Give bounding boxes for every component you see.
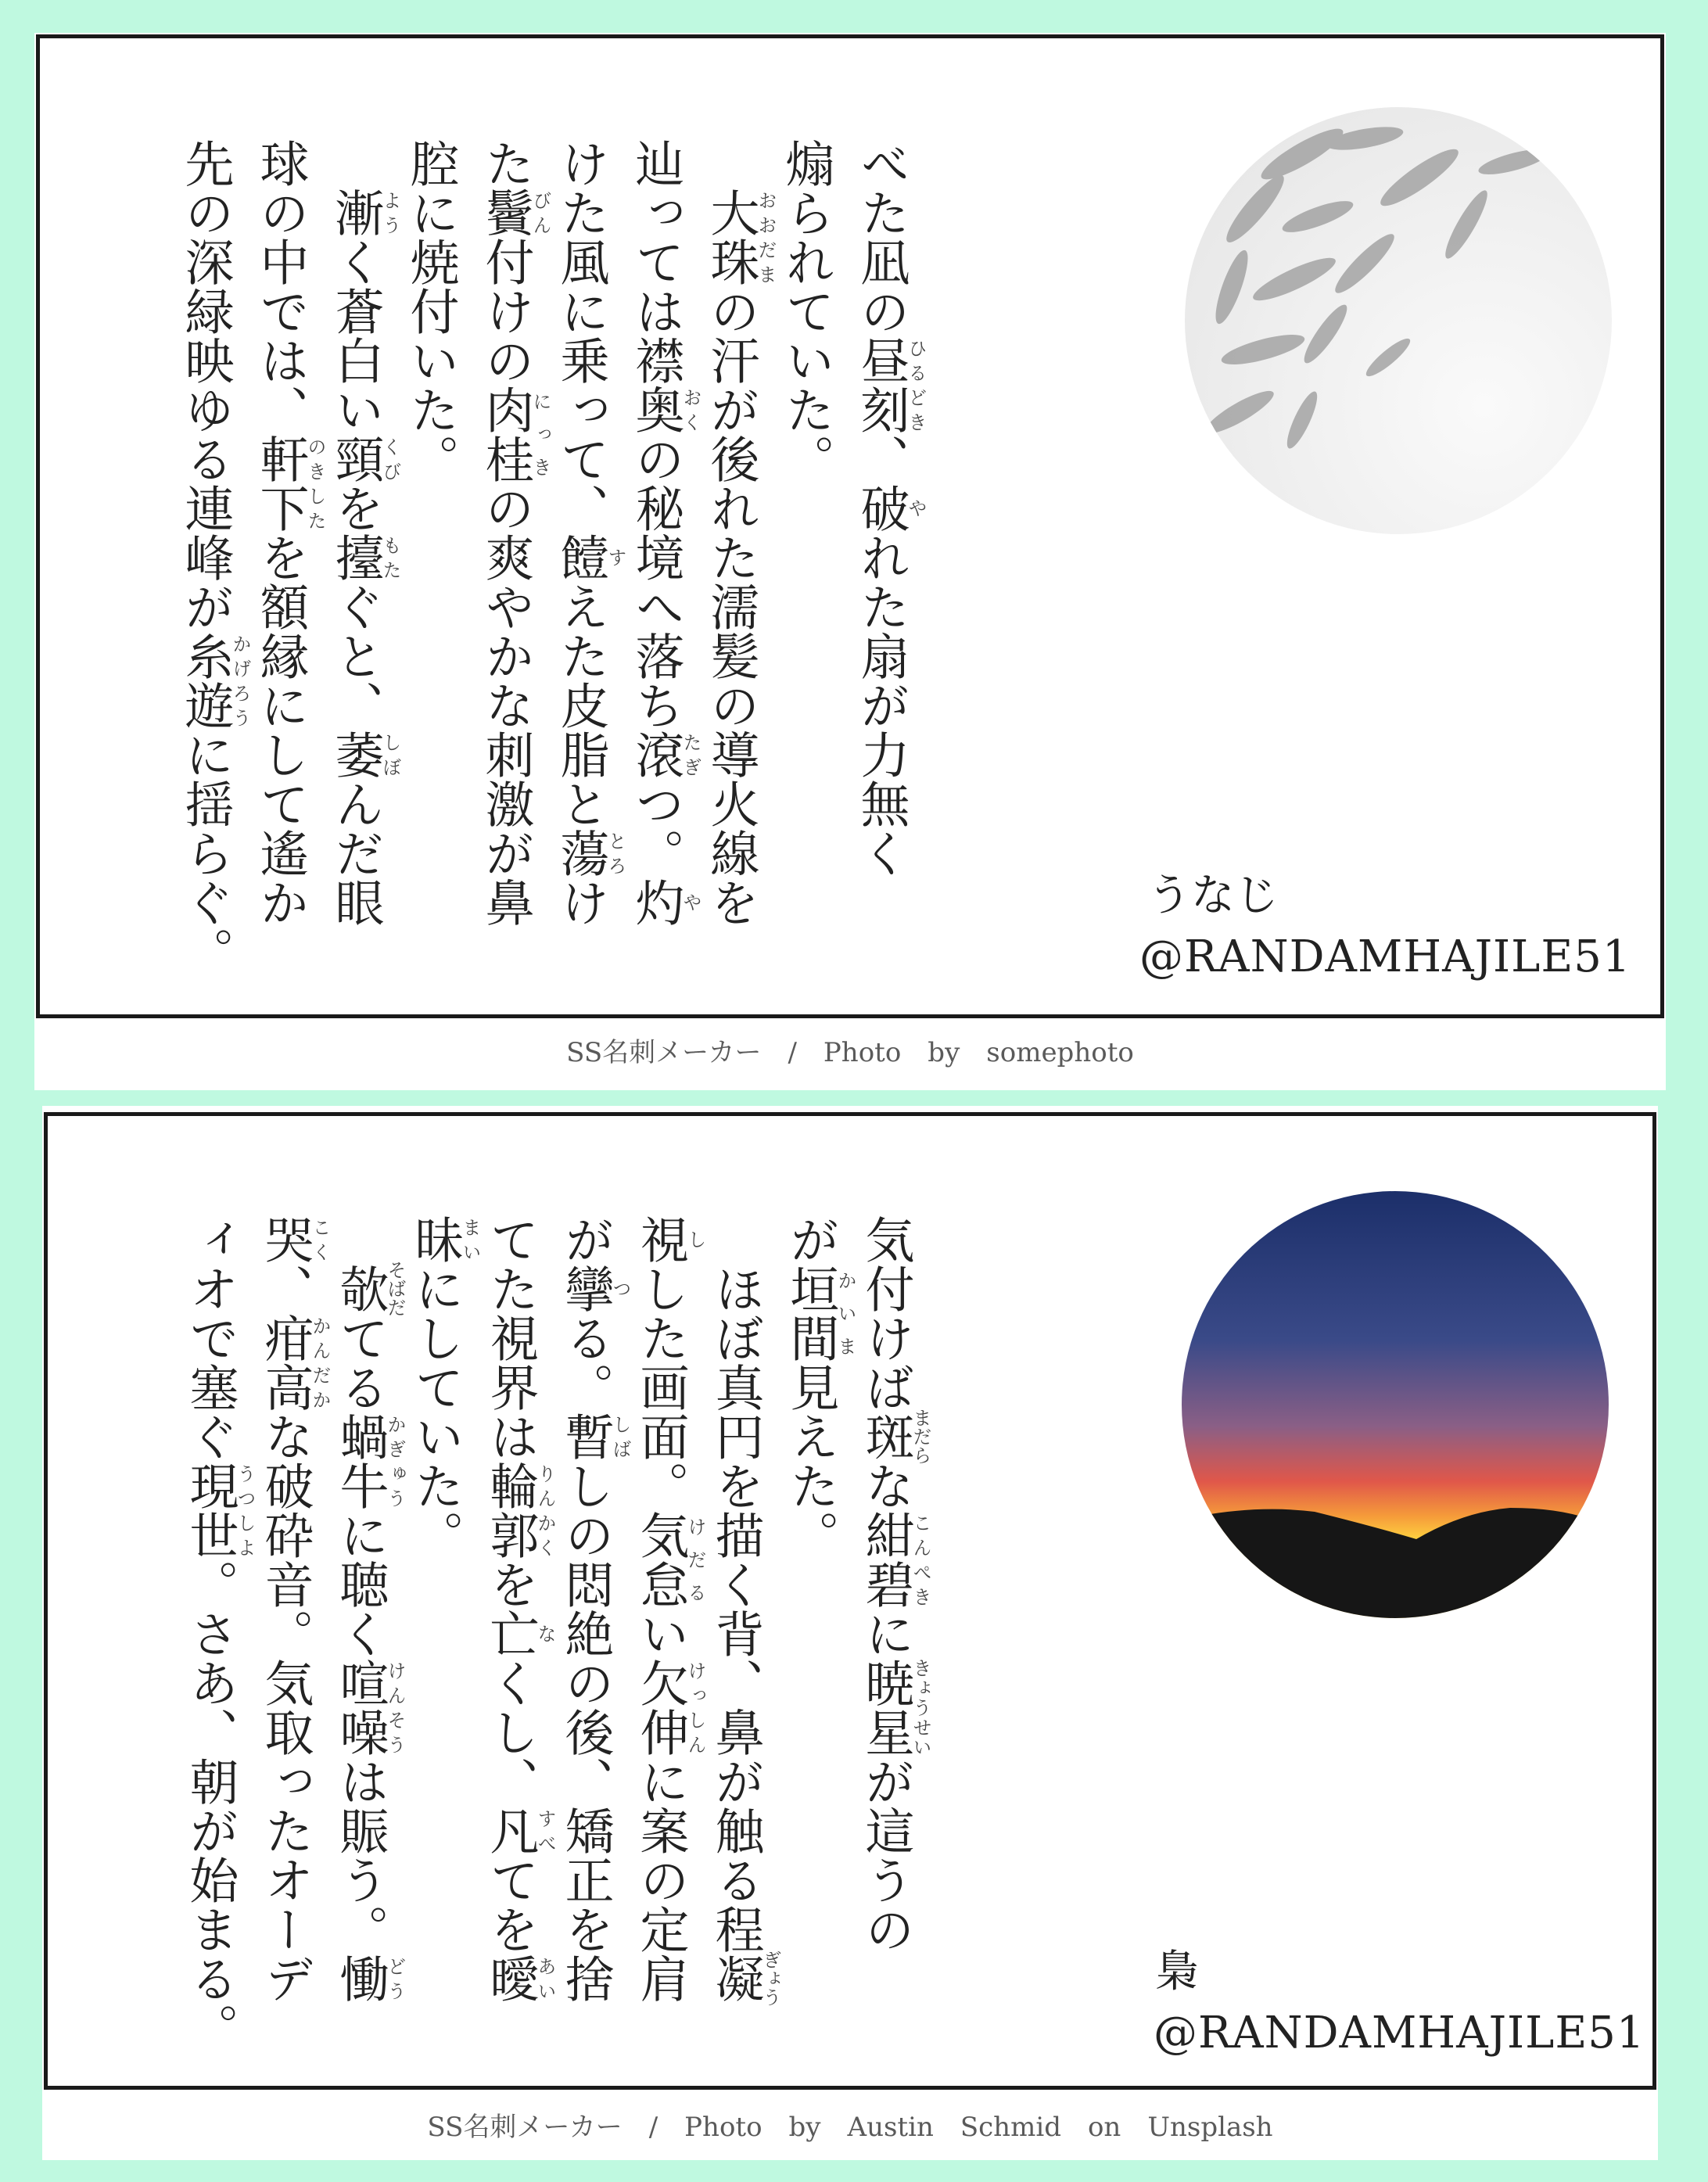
body-text-segment: 見えた。 ほぼ真円を描く背、鼻が触る程 — [707, 1264, 840, 1954]
body-text-segment: くし、 — [482, 1658, 540, 1806]
body-text-segment: けた風に乗って、 — [552, 138, 610, 533]
body-text-segment: えた皮脂と — [552, 582, 610, 828]
furigana-reading: あい — [534, 1954, 556, 2003]
furigana-reading: かげろう — [229, 631, 251, 730]
furigana-reading: しば — [609, 1412, 631, 1461]
body-text-segment: は賑う。 — [332, 1757, 389, 1954]
furigana-word: 糸遊かげろう — [177, 631, 251, 730]
body-text-segment: ぐと、 — [327, 582, 385, 730]
body-text-segment: べた凪の — [852, 138, 910, 336]
card-wrapper-1 — [34, 33, 1666, 1090]
furigana-word: 饐す — [552, 533, 626, 582]
furigana-word: 暫しば — [557, 1412, 631, 1461]
body-text-segment: な — [857, 1461, 915, 1510]
furigana-reading: のきした — [304, 434, 326, 533]
body-text-segment: に案の定肩 が — [557, 1215, 690, 2003]
furigana-reading: し — [684, 1215, 706, 1264]
furigana-word: 喧噪けんそう — [332, 1658, 406, 1757]
furigana-word: 鬢びん — [477, 188, 551, 237]
furigana-reading: けんそう — [384, 1658, 406, 1757]
furigana-word: 大珠おおだま — [702, 188, 777, 286]
body-text-segment: てる — [332, 1313, 389, 1412]
body-text-segment: 。さあ、朝が始まる。 — [181, 1559, 239, 2052]
body-text-segment: 、 — [257, 1264, 314, 1313]
card-2-body-text — [173, 1215, 931, 2090]
furigana-reading: よう — [379, 188, 401, 237]
furigana-word: 擡もた — [327, 533, 401, 582]
body-text-segment: つ。 — [627, 779, 685, 877]
body-text-segment: な破砕音。気取ったオーデ ィオで塞ぐ — [181, 1215, 314, 2003]
card-1-title: うなじ — [1147, 870, 1279, 921]
furigana-word: 蕩とろ — [552, 828, 626, 877]
furigana-word: 攣つ — [557, 1264, 631, 1313]
furigana-reading: かんだか — [309, 1313, 331, 1412]
body-text-segment: に揺らぐ。 — [177, 730, 235, 976]
body-text-segment: んだ眼 球の中では、 — [252, 138, 385, 927]
furigana-reading: うつしよ — [234, 1461, 256, 1559]
furigana-word: 気怠けだる — [632, 1510, 706, 1609]
furigana-word: 灼や — [627, 877, 702, 927]
furigana-word: 垣間かいま — [782, 1264, 856, 1362]
furigana-reading: おく — [680, 385, 702, 434]
furigana-reading: かぎゅう — [384, 1412, 406, 1510]
furigana-reading: りんかく — [534, 1461, 556, 1559]
body-text-segment: 、 — [852, 434, 910, 483]
body-text-segment: の爽やかな刺激が鼻 腔に焼付いた。 — [402, 138, 535, 927]
furigana-reading: ぎょう — [759, 1950, 781, 2007]
body-text-segment: の汗が後れた濡髪の導火線を 辿っては襟 — [627, 138, 760, 927]
furigana-word: 輪郭りんかく — [482, 1461, 556, 1559]
furigana-word: 欠伸けっしん — [632, 1658, 706, 1757]
card-wrapper-2 — [42, 1106, 1658, 2160]
furigana-word: 頸くび — [327, 434, 401, 483]
card-2-credit: SS名刺メーカー / Photo by Austin Schmid on Unsplash — [427, 2112, 1273, 2143]
body-text-segment: しの悶絶の後、矯正を捨 てた視界は — [482, 1215, 615, 2003]
body-text-segment: 気付けば — [857, 1215, 915, 1412]
furigana-word: 滾たぎ — [627, 730, 702, 779]
sunset-mountain-photo-icon — [1182, 1191, 1609, 1618]
furigana-reading: どう — [384, 1954, 406, 2003]
furigana-reading: ひるどき — [905, 336, 927, 434]
furigana-word: 曖あい — [482, 1954, 556, 2003]
body-text-segment: い — [632, 1609, 690, 1658]
furigana-reading: そばだ — [384, 1260, 406, 1317]
body-text-segment: の秘境へ落ち — [627, 434, 685, 730]
body-text-segment: てを — [482, 1855, 540, 1954]
furigana-reading: や — [680, 877, 702, 927]
body-text-segment: した画面。 — [632, 1264, 690, 1510]
furigana-reading: すべ — [534, 1806, 556, 1855]
furigana-reading: もた — [379, 533, 401, 582]
furigana-word: 紺碧こんぺき — [857, 1510, 931, 1609]
body-text-segment: にしていた。 — [407, 1264, 465, 1559]
body-text-segment: く蒼白い — [327, 237, 385, 434]
furigana-reading: しぼ — [379, 730, 401, 779]
card-1-author: @RANDAMHAJILE51 — [1139, 931, 1631, 982]
card-2-title: 梟 — [1155, 1947, 1199, 1997]
body-text-segment: に — [857, 1609, 915, 1658]
furigana-reading: まい — [459, 1215, 481, 1264]
furigana-reading: たぎ — [680, 730, 702, 779]
furigana-reading: す — [605, 533, 626, 582]
body-text-segment: 付けの — [477, 237, 535, 385]
card-1-body-text — [168, 138, 926, 1014]
furigana-reading: や — [905, 483, 927, 533]
body-text-segment: け た — [477, 138, 610, 927]
furigana-word: 軒下のきした — [252, 434, 326, 533]
furigana-word: 萎しぼ — [327, 730, 401, 779]
furigana-word: 漸よう — [327, 188, 401, 237]
body-text-segment: に聴く — [332, 1510, 389, 1658]
furigana-reading: くび — [379, 434, 401, 483]
furigana-word: 奥おく — [627, 385, 702, 434]
furigana-reading: つ — [609, 1264, 631, 1313]
furigana-reading: こく — [309, 1215, 331, 1264]
furigana-word: 破や — [852, 483, 927, 533]
furigana-word: 斑まだら — [857, 1408, 931, 1465]
furigana-word: 凝ぎょう — [707, 1950, 781, 2007]
furigana-word: 昼刻ひるどき — [852, 336, 927, 434]
furigana-word: 視し — [632, 1215, 706, 1264]
body-text-segment: を — [327, 483, 385, 533]
furigana-reading: とろ — [605, 828, 626, 877]
card-1 — [36, 34, 1664, 1018]
furigana-word: 亡な — [482, 1609, 556, 1658]
furigana-word: 疳高かんだか — [257, 1313, 331, 1412]
leaf-shadow-photo-icon — [1185, 107, 1612, 534]
card-1-credit: SS名刺メーカー / Photo by somephoto — [566, 1037, 1134, 1068]
card-2 — [44, 1112, 1656, 2090]
card-2-author: @RANDAMHAJILE51 — [1154, 2008, 1645, 2058]
furigana-reading: な — [534, 1609, 556, 1658]
furigana-reading: けだる — [684, 1510, 706, 1609]
furigana-reading: びん — [529, 188, 551, 237]
furigana-reading: けっしん — [684, 1658, 706, 1757]
furigana-reading: きょうせい — [910, 1658, 931, 1757]
furigana-word: 欹そばだ — [332, 1260, 406, 1317]
furigana-word: 暁星きょうせい — [857, 1658, 931, 1757]
furigana-reading: おおだま — [755, 188, 777, 286]
furigana-reading: かいま — [834, 1264, 856, 1362]
body-text-segment: を — [482, 1559, 540, 1609]
furigana-word: 哭こく — [257, 1215, 331, 1264]
body-text-segment: る。 — [557, 1313, 615, 1412]
furigana-word: 凡すべ — [482, 1806, 556, 1855]
body-text-segment: を額縁にして遙か 先の深緑映ゆる連峰が — [177, 138, 310, 927]
furigana-word: 蝸牛かぎゅう — [332, 1412, 406, 1510]
body-text-segment: が這うの が — [782, 1215, 915, 1954]
body-text-segment: れた扇が力無く 煽られていた。 — [777, 138, 910, 877]
furigana-reading: にっき — [529, 385, 551, 483]
furigana-word: 昧まい — [407, 1215, 481, 1264]
furigana-word: 現世うつしよ — [181, 1461, 256, 1559]
furigana-word: 肉桂にっき — [477, 385, 551, 483]
furigana-reading: こんぺき — [910, 1510, 931, 1609]
furigana-word: 慟どう — [332, 1954, 406, 2003]
furigana-reading: まだら — [910, 1408, 931, 1465]
